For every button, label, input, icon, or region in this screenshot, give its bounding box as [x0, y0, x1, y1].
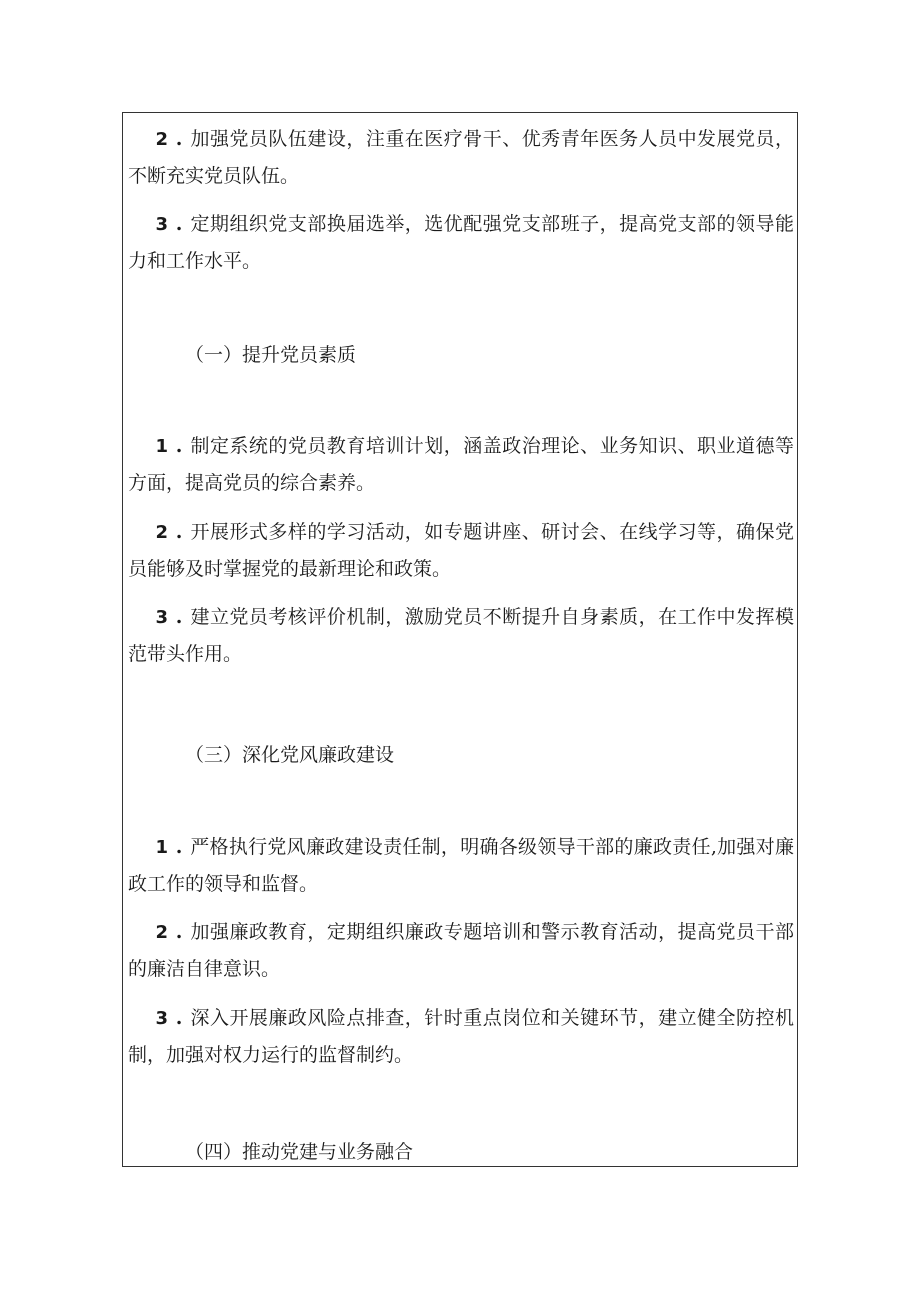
item-number: 3 [155, 1008, 168, 1029]
item-text: 定期组织党支部换届选举，选优配强党支部班子，提高党支部的领导能力和工作水平。 [128, 213, 794, 272]
list-item [128, 428, 794, 502]
item-number: 3 [155, 607, 168, 628]
item-dot: . [175, 213, 183, 235]
item-number: 1 [155, 436, 168, 457]
item-text: 开展形式多样的学习活动，如专题讲座、研讨会、在线学习等，确保党员能够及时掌握党的最新理论和政策。 [128, 521, 794, 580]
item-text: 严格执行党风廉政建设责任制，明确各级领导干部的廉政责任,加强对廉政工作的领导和监督。 [128, 836, 794, 895]
document-frame [122, 112, 798, 1167]
item-dot: . [175, 921, 183, 943]
list-item [128, 914, 794, 988]
list-item [128, 121, 794, 195]
item-dot: . [175, 836, 183, 858]
list-item [128, 206, 794, 280]
item-text: 制定系统的党员教育培训计划，涵盖政治理论、业务知识、职业道德等方面，提高党员的综合素养。 [128, 435, 794, 494]
item-number: 2 [155, 922, 168, 943]
item-text: 加强党员队伍建设，注重在医疗骨干、优秀青年医务人员中发展党员，不断充实党员队伍。 [128, 128, 794, 187]
item-number: 3 [155, 214, 168, 235]
item-text: 加强廉政教育，定期组织廉政专题培训和警示教育活动，提高党员干部的廉洁自律意识。 [128, 921, 794, 980]
item-dot: . [175, 606, 183, 628]
item-dot: . [175, 435, 183, 457]
item-number: 2 [155, 522, 168, 543]
item-dot: . [175, 128, 183, 150]
item-number: 1 [155, 837, 168, 858]
list-item [128, 514, 794, 588]
item-text: 深入开展廉政风险点排查，针时重点岗位和关键环节，建立健全防控机制，加强对权力运行的监督制约。 [128, 1007, 794, 1066]
section-heading-3: （三）深化党风廉政建设 [185, 744, 395, 766]
item-text: 建立党员考核评价机制，激励党员不断提升自身素质，在工作中发挥模范带头作用。 [128, 606, 794, 665]
section-heading-1: （一）提升党员素质 [185, 344, 357, 366]
list-item [128, 829, 794, 903]
list-item [128, 599, 794, 673]
item-dot: . [175, 1007, 183, 1029]
item-dot: . [175, 521, 183, 543]
item-number: 2 [155, 129, 168, 150]
list-item [128, 1000, 794, 1074]
section-heading-4: （四）推动党建与业务融合 [185, 1141, 414, 1163]
